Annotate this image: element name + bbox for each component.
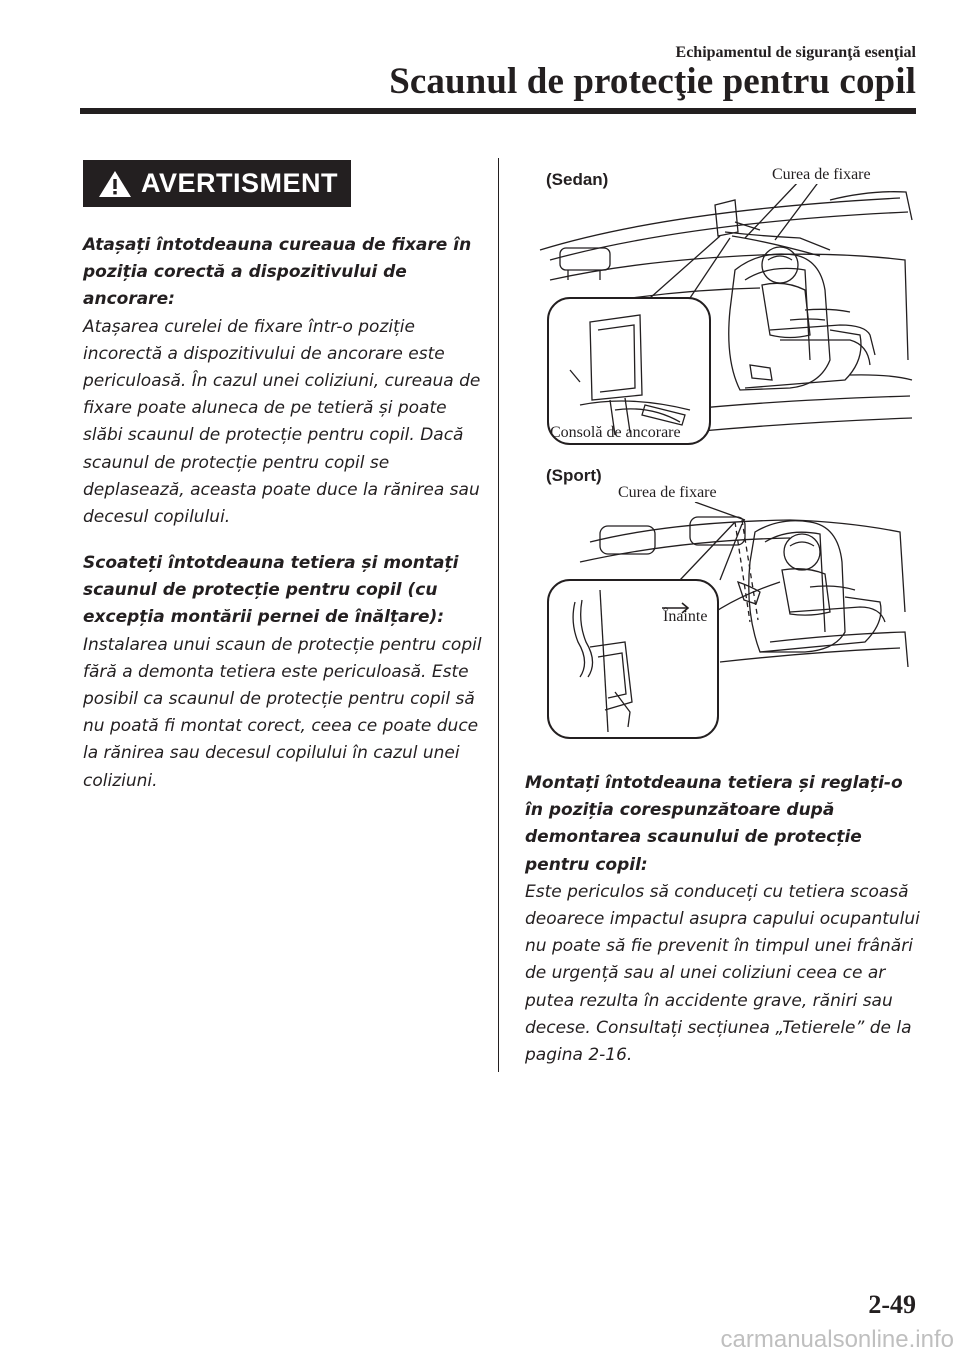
anchor-console-inset [548, 298, 710, 444]
sedan-child-seat-drawing [520, 160, 916, 450]
sedan-label: (Sedan) [546, 170, 609, 189]
sedan-strap-callout: Curea de fixare [772, 166, 871, 183]
warning-triangle-icon [97, 169, 133, 199]
sport-label: (Sport) [546, 466, 602, 485]
sport-illustration [520, 462, 916, 742]
sedan-anchor-callout: Consolă de ancorare [550, 424, 681, 441]
warning-block-2 [83, 550, 483, 795]
forward-inset [548, 580, 718, 738]
warning-banner [83, 160, 351, 207]
column-divider [498, 158, 499, 1072]
sedan-illustration [520, 160, 916, 450]
page-title: Scaunul de protecţie pentru copil [389, 61, 916, 102]
warning-heading-2: Scoateți întotdeauna tetiera și montați scaunul de protecție pentru copil (cu excepția montării pernei de înălțare): [83, 553, 459, 628]
warning-block-3 [525, 770, 920, 1069]
warning-heading-1: Atașați întotdeauna cureaua de fixare în poziția corectă a dispozitivului de ancorare: [83, 235, 472, 310]
warning-block-1 [83, 232, 483, 531]
watermark: carmanualsonline.info [720, 1326, 954, 1353]
warning-body-3: Este periculos să conduceți cu tetiera scoasă deoarece impactul asupra capului ocupantului nu poate să fie prevenit în timpul unei frânări de urgență sau al unei coliziuni ceea ce ar putea rezulta în accidente grave, răniri sau decese. Consultați secțiunea „Tetierele” de la pagina 2-16. [525, 881, 920, 1066]
section-subtitle: Echipamentul de siguranţă esenţial [675, 44, 916, 61]
warning-heading-3: Montați întotdeauna tetiera și reglați-o în poziția corespunzătoare după demontarea scaunului de protecție pentru copil: [525, 773, 903, 875]
sport-forward-callout: Înainte [663, 608, 708, 625]
warning-body-1: Atașarea curelei de fixare într-o poziție incorectă a dispozitivului de ancorare este periculoasă. În cazul unei coliziuni, cureaua de fixare poate aluneca de pe tetieră și poate slăbi scaunul de protecție pentru copil. Dacă scaunul de protecție pentru copil se deplasează, aceasta poate duce la rănirea sau decesul copilului. [83, 316, 481, 528]
warning-label: AVERTISMENT [141, 168, 339, 198]
sport-child-seat-drawing [520, 462, 916, 742]
page-number: 2-49 [868, 1290, 916, 1319]
warning-body-2: Instalarea unui scaun de protecție pentru copil fără a demonta tetiera este periculoasă. Este posibil ca scaunul de protecție pentru copil să nu poată fi montat corect, ceea ce poate duce la rănirea sau decesul copilului în cazul unei coliziuni. [83, 634, 482, 791]
sport-strap-callout: Curea de fixare [618, 484, 717, 501]
header-divider [80, 108, 916, 114]
